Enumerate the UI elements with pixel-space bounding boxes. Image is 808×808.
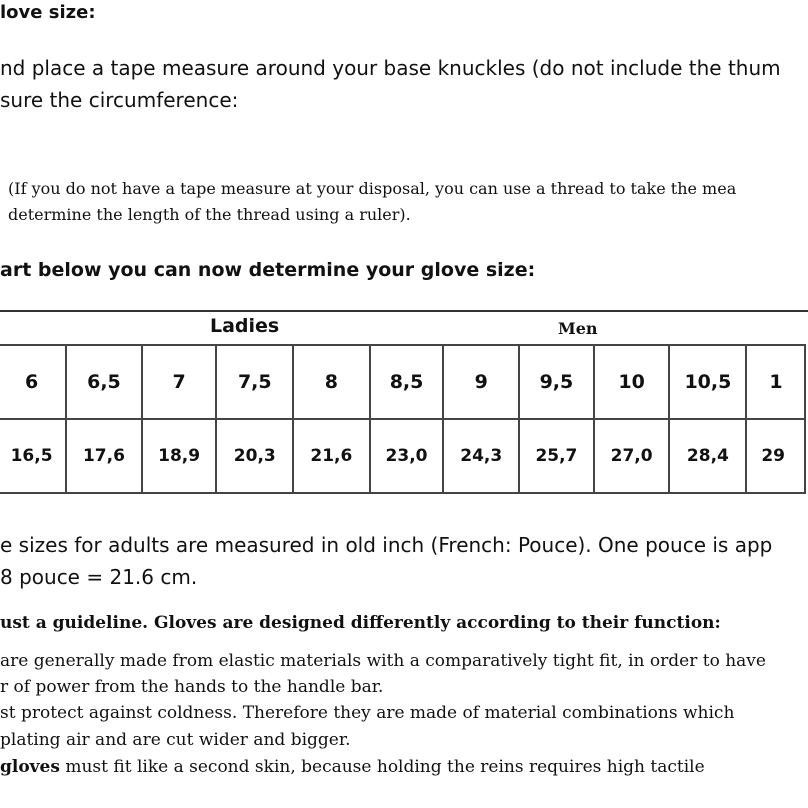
cm-cell: 16,5 <box>0 419 66 493</box>
intro-text-line-1: nd place a tape measure around your base knuckles (do not include the thum <box>0 56 781 80</box>
cm-row <box>0 419 805 493</box>
size-cell: 8 <box>293 345 370 419</box>
size-cell: 10,5 <box>669 345 746 419</box>
measurement-note-line-2: 8 pouce = 21.6 cm. <box>0 565 198 589</box>
size-cell: 10 <box>594 345 670 419</box>
cm-cell: 27,0 <box>594 419 670 493</box>
guideline-line-4: plating air and are cut wider and bigger. <box>0 730 351 750</box>
men-group-label: Men <box>558 319 598 338</box>
guideline-line-1: are generally made from elastic materials with a comparatively tight fit, in order to have <box>0 651 766 671</box>
size-cell: 9,5 <box>519 345 594 419</box>
cm-cell: 29 <box>746 419 805 493</box>
guideline-line-2: r of power from the hands to the handle bar. <box>0 677 384 697</box>
cm-cell: 17,6 <box>66 419 142 493</box>
size-cell: 8,5 <box>370 345 444 419</box>
size-cell: 6,5 <box>66 345 142 419</box>
size-row <box>0 345 805 419</box>
cm-cell: 25,7 <box>519 419 594 493</box>
guideline-title: ust a guideline. Gloves are designed differently according to their function: <box>0 613 721 633</box>
size-cell: 1 <box>746 345 805 419</box>
chart-intro-text: art below you can now determine your glove size: <box>0 259 536 281</box>
size-cell: 6 <box>0 345 66 419</box>
measurement-note-line-1: e sizes for adults are measured in old inch (French: Pouce). One pouce is app <box>0 533 773 557</box>
size-cell: 7 <box>142 345 217 419</box>
guideline-line-5 <box>0 757 705 777</box>
cm-cell: 18,9 <box>142 419 217 493</box>
section-heading: love size: <box>0 2 96 23</box>
cm-cell: 23,0 <box>370 419 444 493</box>
cm-cell: 28,4 <box>669 419 746 493</box>
cm-cell: 24,3 <box>443 419 519 493</box>
size-cell: 9 <box>443 345 519 419</box>
cm-cell: 20,3 <box>216 419 293 493</box>
note-text-line-2: determine the length of the thread using a ruler). <box>8 205 411 224</box>
glove-size-table <box>0 344 806 494</box>
ladies-group-label: Ladies <box>210 315 280 337</box>
cm-cell: 21,6 <box>293 419 370 493</box>
guideline-line-5-lead: gloves <box>0 757 60 777</box>
table-top-rule <box>0 310 808 312</box>
note-text-line-1: (If you do not have a tape measure at your disposal, you can use a thread to take the mea <box>8 179 737 198</box>
guideline-line-5-rest: must fit like a second skin, because holding the reins requires high tactile <box>59 757 705 777</box>
guideline-line-3: st protect against coldness. Therefore they are made of material combinations which <box>0 703 735 723</box>
size-cell: 7,5 <box>216 345 293 419</box>
intro-text-line-2: sure the circumference: <box>0 88 239 112</box>
